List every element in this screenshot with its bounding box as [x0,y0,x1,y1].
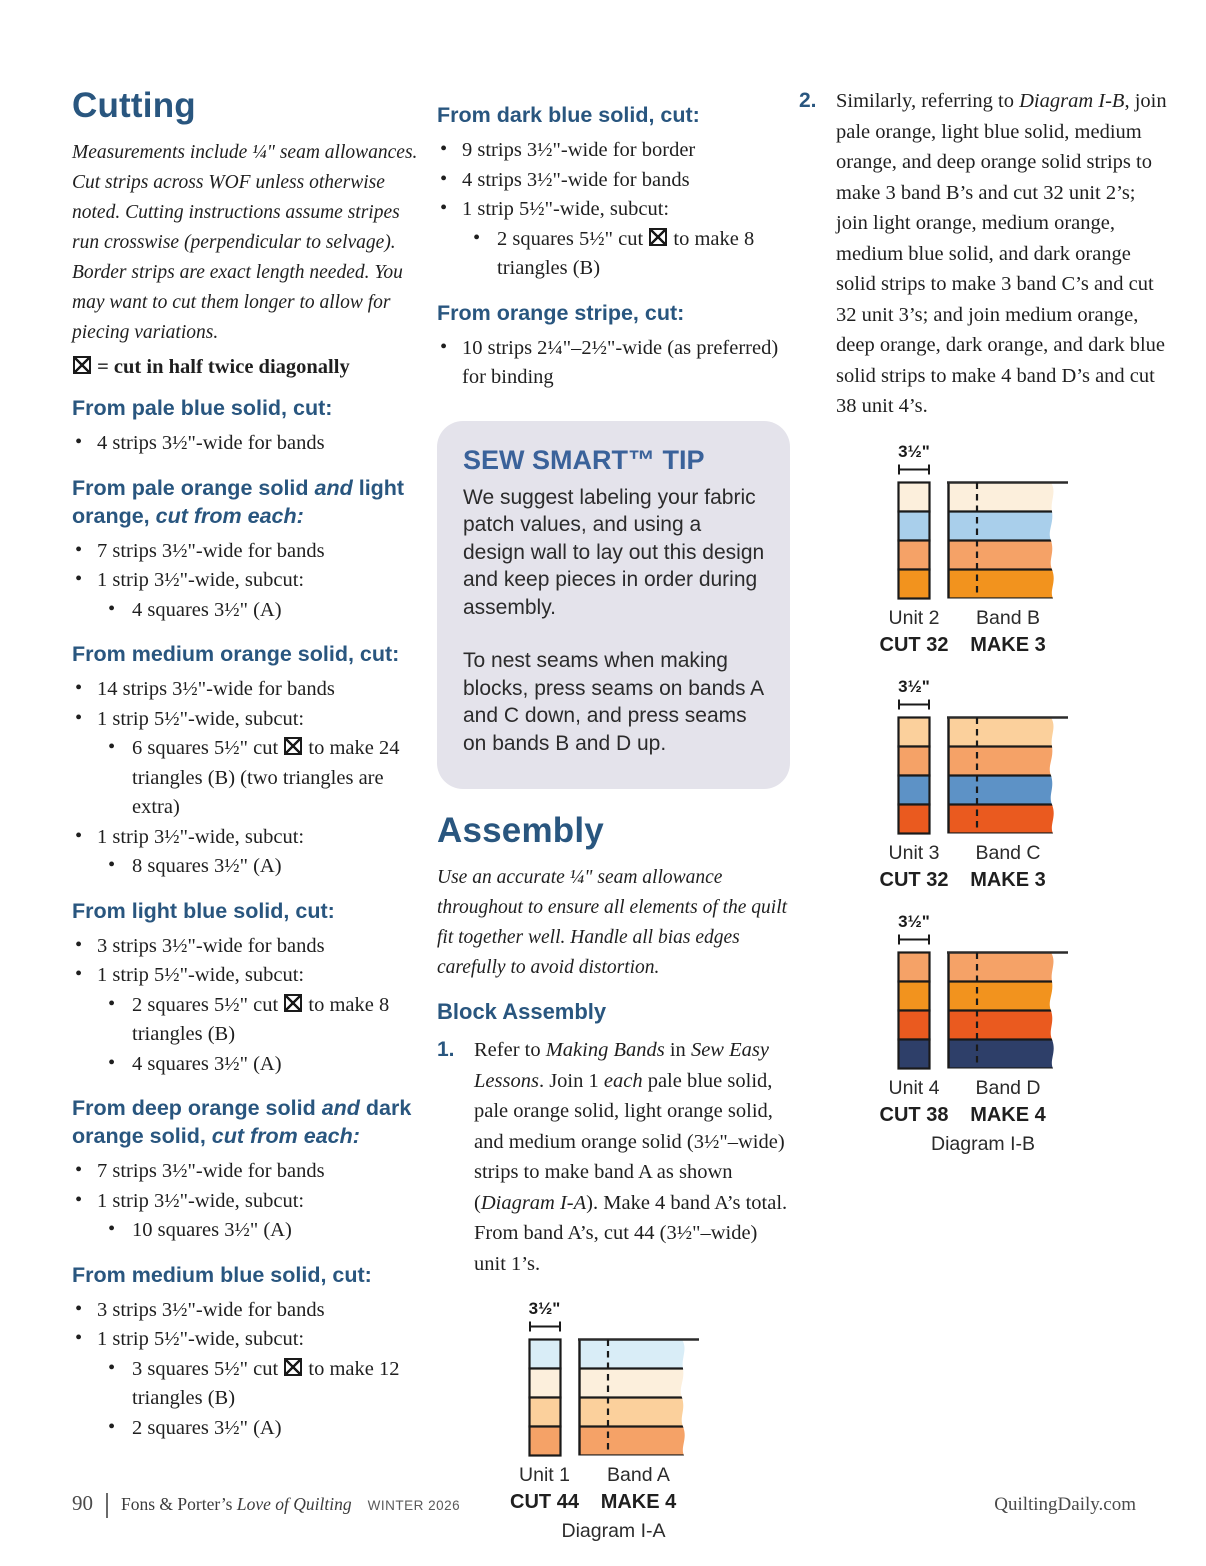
italic-text-run: Sew Easy Lessons [474,1039,769,1092]
unit-label: Unit 4 [888,1076,940,1099]
cutting-item-text: 1 strip 5½"-wide, subcut: [462,198,670,220]
cutting-item-text: 3 strips 3½"-wide for bands [97,1298,325,1321]
text-run: From light blue solid, cut: [72,898,335,923]
cutting-item [72,734,422,823]
bullet-icon: • [75,706,83,729]
diagram-strips [897,481,1069,601]
band-unit-diagram [879,441,1069,657]
dimension-label: 3½" [528,1299,561,1318]
diagram-cut-make [879,633,1069,657]
cutting-item-text: 7 strips 3½"-wide for bands [97,539,325,562]
cutting-item-list [72,537,422,626]
text-run: Refer to [474,1039,546,1061]
text-run: From medium blue solid, cut: [72,1262,372,1287]
band-label: Band B [976,606,1040,629]
cutting-item-text: 2 squares 5½" cut to make 8 triangles (B) [497,227,755,279]
assembly-step [799,86,1167,422]
band-make-count: MAKE 3 [970,868,1046,891]
dimension-label: 3½" [898,911,930,931]
unit-label: Unit 2 [888,606,940,629]
cutting-item [437,225,790,284]
magazine-name [121,1494,352,1515]
cutting-item-text: 2 squares 3½" (A) [132,1416,282,1439]
text-run: From orange stripe, cut: [437,300,685,325]
cutting-item-text: 4 squares 3½" (A) [132,1052,282,1075]
step-number: 2. [799,89,817,112]
cutting-sections-left [72,394,422,1443]
cutting-item [437,166,790,196]
dimension-bracket-icon [897,464,931,475]
band-make-cell [947,634,1069,657]
cutting-section-heading [72,897,422,925]
cutting-item-text: 6 squares 5½" cut to make 24 triangles (B) (two triangles are extra) [132,737,400,818]
text-run: From pale blue solid, cut: [72,396,333,420]
sew-smart-tip-box [437,421,790,790]
dimension-bracket-icon [528,1321,562,1332]
cutting-item [72,852,422,882]
boxed-x-icon [649,228,667,246]
text-run: From medium orange solid, cut: [72,642,400,666]
publisher-name: Fons & Porter’s [121,1494,237,1514]
cutting-item-text: 1 strip 3½"-wide, subcut: [97,569,305,591]
cutting-section-heading [72,1261,422,1289]
cutting-item [437,136,790,166]
bullet-icon: • [75,963,83,985]
step-text [836,86,1167,422]
bullet-icon: • [108,992,116,1015]
bullet-icon: • [75,1297,83,1320]
dimension-label: 3½" [898,441,930,461]
bullet-icon: • [108,1218,116,1240]
text-run: From dark blue solid, cut: [437,103,700,127]
band-label: Band C [975,841,1041,864]
boxed-x-icon [284,737,302,755]
cutting-item [72,596,422,626]
cutting-sections-middle [437,101,790,393]
unit-cut-count: CUT 32 [879,868,949,891]
cutting-item-text: 7 strips 3½"-wide for bands [97,1160,325,1182]
unit-cut-count: CUT 38 [879,1103,949,1126]
diagram-labels [888,606,1069,630]
text-run: ). Make 4 band A’s total. From band A’s, cut 44 (3½"–wide) unit 1’s. [474,1191,788,1275]
diagram-band-c-container [799,677,1167,892]
diagram-labels [888,1076,1069,1100]
issue-label: WINTER 2026 [367,1498,461,1513]
unit-strip-diagram [897,481,931,601]
italic-text-run: and [321,1096,360,1120]
cutting-item-text: 8 squares 3½" (A) [132,855,282,877]
bullet-icon: • [108,1415,116,1438]
unit-label-cell [888,606,940,630]
tip-paragraph: We suggest labeling your fabric patch values, and using a design wall to lay out this design and keep pieces in order during assembly. [463,485,765,619]
diagram-labels [519,1464,700,1487]
cutting-item [72,1050,422,1080]
dimension-bracket-icon [897,699,931,710]
text-run: in [664,1039,691,1061]
cutting-item [72,429,422,459]
bullet-icon: • [75,538,83,561]
cutting-item-list [437,136,790,284]
cutting-section-heading [72,1094,422,1150]
magazine-title: Love of Quilting [236,1494,352,1514]
bullet-icon: • [75,933,83,956]
italic-text-run: and [314,475,353,500]
cutting-item-list [72,1296,422,1444]
bullet-icon: • [75,1159,83,1181]
text-run: From deep orange solid [72,1096,322,1120]
band-make-count: MAKE 4 [600,1491,677,1513]
bullet-icon: • [75,1327,83,1349]
unit-cut-cell [879,633,949,657]
text-run: Similarly, referring to [836,90,1020,112]
cutting-item-list [72,1157,422,1246]
text-run: , join pale orange, light blue solid, medium orange, and deep orange solid strips to make 3 band B’s and cut 32 unit 2’s; join light orange, medium orange, medium blue solid, and dark orange solid strips to make 3 band C’s and cut 32 unit 3’s; and join medium orange, deep orange, dark orange, and dark blue solid strips to make 4 band D’s and cut 38 unit 4’s. [836,90,1167,417]
bullet-icon: • [440,197,448,219]
cutting-item [72,675,422,705]
cutting-item-list [72,429,422,459]
cutting-item [72,705,422,735]
tip-title: SEW SMART™ TIP [463,444,705,475]
unit-label-cell [519,1464,570,1487]
band-unit-diagram [879,911,1069,1156]
italic-text-run: each [603,1069,643,1092]
bullet-icon: • [75,431,83,453]
bullet-icon: • [75,677,83,699]
cutting-item [72,1187,422,1217]
cutting-item-text: 4 strips 3½"-wide for bands [97,432,325,454]
cutting-item [72,932,422,962]
bullet-icon: • [108,1051,116,1074]
cutting-section-heading [72,394,422,422]
bullet-icon: • [75,824,83,847]
dimension-marker [897,442,931,480]
cutting-item [72,1157,422,1187]
cutting-item [72,1296,422,1326]
boxed-x-icon [284,1358,302,1376]
cutting-item-text: 3 squares 5½" cut to make 12 triangles (B) [132,1357,400,1409]
diagram-labels [888,841,1069,865]
diagram-caption: Diagram I-A [561,1520,666,1542]
middle-column [437,86,790,1543]
diagram-cut-make [879,1103,1069,1127]
cutting-item-list [437,334,790,393]
band-diagram [947,951,1069,1071]
bullet-icon: • [473,226,481,249]
cutting-item [72,537,422,567]
unit-cut-cell [879,1103,949,1127]
unit-cut-cell [879,868,949,892]
assembly-title: Assembly [437,811,604,850]
assembly-step-2-container [799,86,1167,422]
dimension-marker [897,912,931,950]
cutting-section-heading [72,474,422,530]
bullet-icon: • [75,568,83,590]
cutting-item-text: 3 strips 3½"-wide for bands [97,934,325,957]
text-run: light orange, [72,475,405,528]
cutting-item [72,1325,422,1355]
footer-left [72,1491,460,1516]
italic-text-run: Making Bands [545,1039,665,1061]
page-number: 90 [72,1491,93,1515]
bullet-icon: • [440,335,448,358]
right-column [799,86,1167,1156]
text-run: dark orange solid, [72,1096,412,1148]
step-text [474,1035,790,1279]
dimension-marker [528,1299,562,1337]
diagram-strips [528,1338,700,1458]
cutting-item-text: 1 strip 5½"-wide, subcut: [97,1328,305,1350]
cutting-item-text: 1 strip 5½"-wide, subcut: [97,964,305,986]
italic-text-run: cut from each: [155,503,304,528]
unit-label-cell [888,1076,940,1100]
unit-strip-diagram [897,951,931,1071]
cutting-item [72,823,422,853]
text-run: . Join 1 [538,1069,604,1092]
diagram-band-b-container [799,442,1167,657]
cutting-item [72,991,422,1050]
band-make-cell [947,1104,1069,1127]
band-make-count: MAKE 3 [970,633,1046,656]
dimension-bracket-icon [897,934,931,945]
band-label-cell [947,607,1069,630]
unit-strip-diagram [897,716,931,836]
diagram-strips [897,951,1069,1071]
website-link[interactable]: QuiltingDaily.com [994,1494,1136,1515]
cutting-section-heading [72,640,422,668]
bullet-icon: • [108,597,116,620]
unit-label: Unit 1 [519,1464,570,1486]
assembly-step-1-container [437,1035,790,1279]
bullet-icon: • [108,1356,116,1379]
text-run: From pale orange solid [72,475,315,500]
cutting-intro: Measurements include ¼" seam allowances. Cut strips across WOF unless otherwise noted. Cutting instructions assume stripes run crosswise (perpendicular to selvage). Border strips are exact length needed. You may want to cut them longer to allow for piecing variations. [72,142,418,343]
unit-label-cell [888,841,940,865]
cutting-legend: = cut in half twice diagonally [72,356,422,379]
italic-text-run: Diagram I-A [480,1191,587,1214]
assembly-intro: Use an accurate ¼" seam allowance throughout to ensure all elements of the quilt fit together well. Handle all bias edges carefully to avoid distortion. [437,867,788,978]
dimension-marker [897,677,931,715]
cutting-item [437,334,790,393]
cutting-item-text: 9 strips 3½"-wide for border [462,139,696,161]
dimension-label: 3½" [898,676,930,696]
band-diagram [578,1338,700,1458]
cutting-item [72,1414,422,1444]
italic-text-run: cut from each: [211,1124,360,1148]
block-assembly-heading: Block Assembly [437,999,607,1024]
footer-divider [106,1493,108,1518]
cutting-item [72,961,422,991]
cutting-item [437,195,790,225]
diagram-cut-make [879,868,1069,892]
cutting-item [72,1216,422,1246]
diagram-band-d-container [799,912,1167,1156]
cutting-item-text: 10 squares 3½" (A) [132,1219,292,1241]
diagram-strips [897,716,1069,836]
bullet-icon: • [75,1188,83,1211]
band-diagram [947,716,1069,836]
page-footer [72,1491,1136,1516]
cutting-item-text: 1 strip 3½"-wide, subcut: [97,825,305,848]
cutting-item [72,1355,422,1414]
band-unit-diagram [879,676,1069,892]
cutting-title: Cutting [72,86,196,125]
cutting-section-heading [437,101,790,129]
band-make-count: MAKE 4 [970,1103,1046,1126]
band-make-cell [947,869,1069,892]
band-label-cell [947,1077,1069,1100]
unit-cut-count: CUT 32 [879,633,949,656]
cutting-item-text: 1 strip 3½"-wide, subcut: [97,1189,305,1212]
cutting-item-text: 4 squares 3½" (A) [132,598,282,621]
bullet-icon: • [440,138,448,160]
boxed-x-icon [73,356,91,374]
band-label-cell [578,1464,700,1487]
cutting-item-list [72,675,422,882]
unit-strip-diagram [528,1338,562,1458]
cutting-item-text: 14 strips 3½"-wide for bands [97,678,335,700]
left-column [72,86,422,1443]
band-label: Band A [607,1464,670,1486]
bullet-icon: • [440,167,448,190]
cutting-item-list [72,932,422,1080]
step-number: 1. [437,1038,455,1061]
tip-paragraph: To nest seams when making blocks, press seams on bands A and C down, and press seams on bands B and D up. [463,649,763,755]
bullet-icon: • [108,854,116,876]
text-run: pale blue solid, pale orange solid, light orange solid, and medium orange solid (3½"–wide) strips to make band A as shown ( [474,1069,785,1214]
cutting-item-text: 10 strips 2¼"–2½"-wide (as preferred) for binding [462,336,779,388]
cutting-section-heading [437,299,790,327]
cutting-item-text: 2 squares 5½" cut to make 8 triangles (B) [132,993,390,1045]
cutting-item [72,566,422,596]
assembly-step [437,1035,790,1279]
unit-cut-count: CUT 44 [510,1491,579,1513]
cutting-item-text: 4 strips 3½"-wide for bands [462,168,690,191]
cutting-item-text: 1 strip 5½"-wide, subcut: [97,707,305,730]
bullet-icon: • [108,736,116,758]
band-label-cell [947,842,1069,865]
band-label: Band D [975,1076,1041,1099]
diagram-caption: Diagram I-B [930,1132,1036,1155]
italic-text-run: Diagram I-B [1019,90,1125,112]
band-diagram [947,481,1069,601]
boxed-x-icon [284,994,302,1012]
unit-label: Unit 3 [888,841,940,864]
